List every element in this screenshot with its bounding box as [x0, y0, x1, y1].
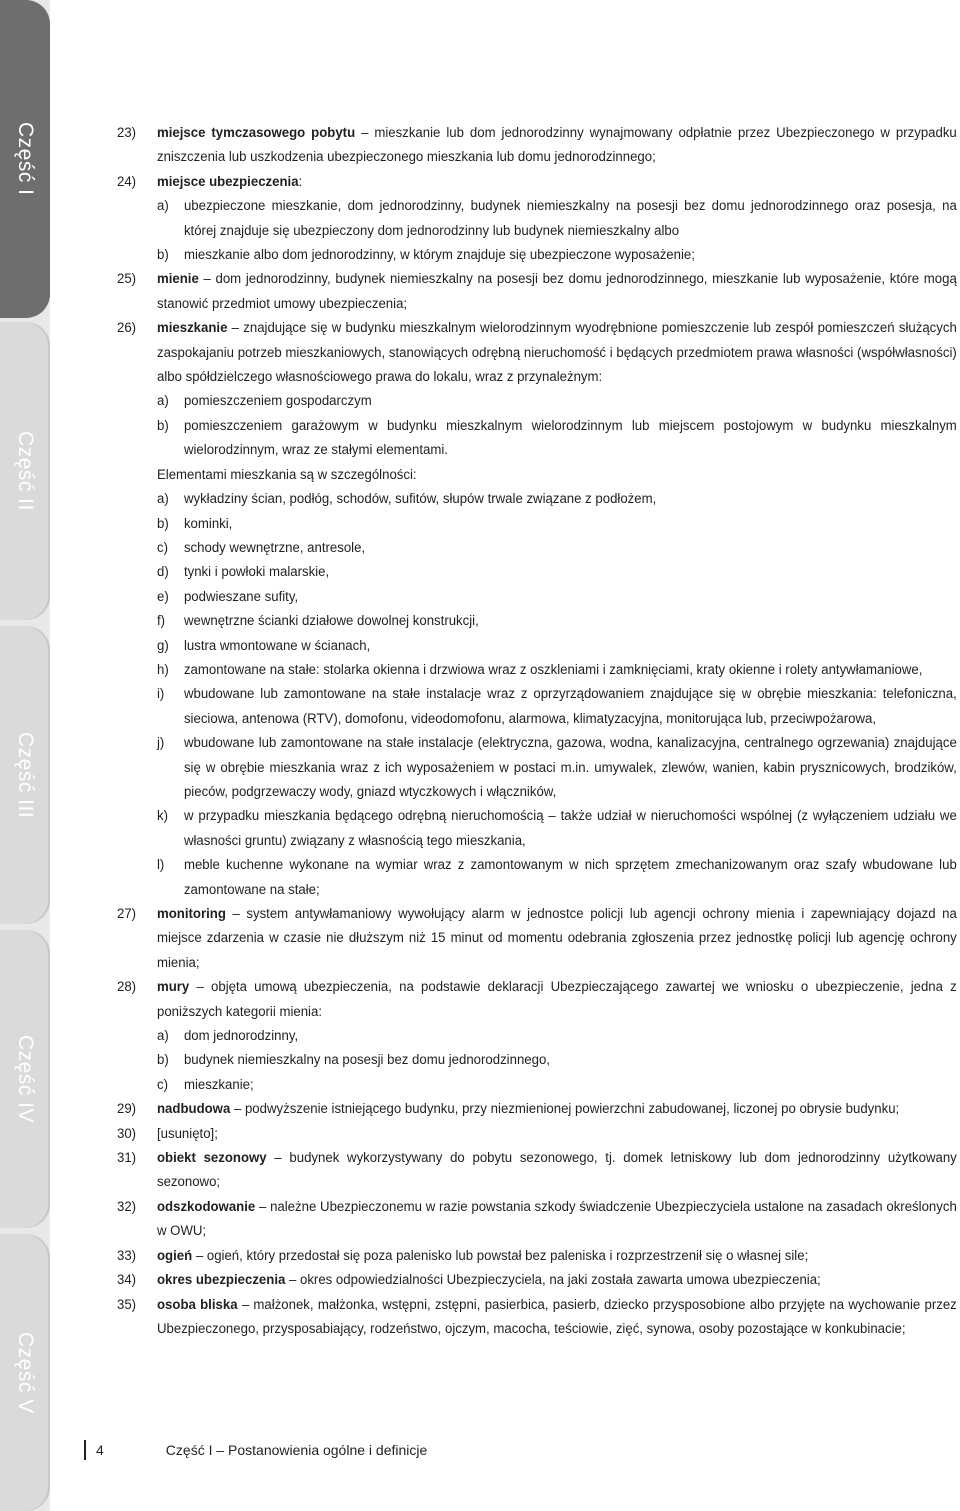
tab-czesc-4[interactable] — [0, 930, 50, 1228]
sub-item — [157, 1048, 957, 1072]
sub-item-text: wewnętrzne ścianki działowe dowolnej konstrukcji, — [183, 613, 479, 630]
definition-text: – okres odpowiedzialności Ubezpieczyciela, na jaki została zawarta umowa ubezpieczenia; — [285, 1272, 821, 1289]
definition-text: – małżonek, małżonka, wstępni, zstępni, pasierbica, pasierb, dziecko przysposobione albo przyjęte na wychowanie przez Ubezpieczonego, przysposabiający, rodzeństwo, ojczym, macocha, teściowie, zięć, synowa, osoby pozostające w konkubinacie; — [156, 1296, 957, 1337]
definition-number: 30) — [117, 1125, 137, 1142]
definition-text: – ogień, który przedostał się poza palenisko lub powstał bez paleniska i rozprzestrzenił się o własnej sile; — [192, 1247, 809, 1264]
definition-text: – system antywłamaniowy wywołujący alarm w jednostce policji lub agencji ochrony mienia i zapewniający dojazd na miejsce zdarzenia w czasie nie dłuższym niż 15 minut od momentu odebrania zgłoszenia przez jednostkę policji lub agencję ochrony mienia; — [156, 906, 957, 971]
definition-text: – budynek wykorzystywany do pobytu sezonowego, tj. domek letniskowy lub dom jednorodzinny użytkowany sezonowo; — [156, 1150, 957, 1191]
sub-item — [157, 634, 957, 658]
definition-item — [117, 1146, 957, 1195]
sub-item-text: budynek niemieszkalny na posesji bez domu jednorodzinnego, — [183, 1052, 550, 1069]
sub-item-letter: c) — [156, 539, 168, 556]
sub-item-letter: b) — [156, 247, 169, 264]
definition-term: okres ubezpieczenia — [156, 1272, 286, 1289]
definition-text: – dom jednorodzinny, budynek niemieszkalny na posesji bez domu jednorodzinnego, mieszkanie lub wyposażenie, które mogą stanowić przedmiot umowy ubezpieczenia; — [156, 271, 957, 312]
sub-item-letter: e) — [156, 588, 169, 605]
definitions-list — [117, 121, 957, 1341]
sub-item — [157, 536, 957, 560]
sub-item — [157, 512, 957, 536]
sub-item — [157, 853, 957, 902]
sub-item-text: w przypadku mieszkania będącego odrębną nieruchomością – także udział w nieruchomości wspólnej (z wyłączeniem udziału we własności gruntu) związany z własnością tego mieszkania, — [183, 808, 957, 849]
definition-term: miejsce ubezpieczenia — [156, 173, 299, 190]
sub-item-text: kominki, — [183, 515, 233, 532]
sub-item-letter: b) — [156, 417, 169, 434]
sub-item-letter: b) — [156, 1052, 169, 1069]
sub-item — [157, 731, 957, 804]
sub-item-text: dom jednorodzinny, — [183, 1028, 299, 1045]
sub-item-letter: k) — [156, 808, 168, 825]
definition-note: Elementami mieszkania są w szczególności: — [156, 466, 417, 483]
tab-label: Część IV — [14, 1034, 37, 1124]
definition-term: monitoring — [156, 906, 226, 922]
sub-item — [157, 585, 957, 609]
sub-item-text: pomieszczeniem gospodarczym — [183, 393, 372, 410]
definition-item — [117, 1293, 957, 1342]
tab-czesc-5[interactable] — [0, 1234, 50, 1511]
sub-item-text: mieszkanie; — [183, 1076, 254, 1093]
definition-number: 23) — [117, 125, 137, 141]
definition-item — [117, 1195, 957, 1244]
definition-text: – objęta umową ubezpieczenia, na podstawie deklaracji Ubezpieczającego zawartej we wniosku o ubezpieczenie, jedna z poniższych kategorii mienia: — [156, 979, 957, 1020]
footer-title: Część I – Postanowienia ogólne i definicje — [165, 1442, 428, 1458]
definition-term: mury — [156, 979, 190, 996]
sub-item — [157, 389, 957, 413]
definition-number: 31) — [117, 1150, 137, 1167]
definition-item — [117, 975, 957, 1097]
sub-item — [157, 1073, 957, 1097]
definition-text: [usunięto]; — [156, 1125, 218, 1142]
definition-term: miejsce tymczasowego pobytu — [156, 125, 356, 141]
definition-item — [117, 1122, 957, 1146]
tab-label: Część V — [14, 1331, 37, 1414]
footer-divider — [84, 1440, 86, 1460]
definition-number: 28) — [117, 979, 137, 996]
sub-item-text: ubezpieczone mieszkanie, dom jednorodzinny, budynek niemieszkalny na posesji bez domu jednorodzinnego oraz posesja, na której znajduje się ubezpieczony dom jednorodzinny lub budynek niemieszkalny albo — [183, 198, 957, 239]
tab-label: Część I — [14, 122, 37, 196]
sub-item-text: wbudowane lub zamontowane na stałe instalacje wraz z oprzyrządowaniem znajdujące się w obrębie mieszkania: telefoniczna, sieciowa, antenowa (RTV), domofonu, videodomofonu, alarmowa, klimatyzacyjna, monitorująca lub, przeciwpożarowa, — [183, 686, 957, 727]
definition-term: nadbudowa — [156, 1101, 231, 1118]
sub-item-text: schody wewnętrzne, antresole, — [183, 539, 366, 556]
definition-text: – należne Ubezpieczonemu w razie powstania szkody świadczenie Ubezpieczyciela ustalone na zasadach określonych w OWU; — [156, 1198, 957, 1240]
definition-item — [117, 1268, 957, 1292]
tab-czesc-1[interactable] — [0, 0, 50, 318]
sub-item-letter: l) — [156, 857, 165, 874]
sub-item — [157, 609, 957, 633]
sub-item — [157, 1024, 957, 1048]
sub-item-letter: g) — [156, 637, 169, 654]
tab-label: Część III — [14, 731, 37, 819]
sub-item-text: wbudowane lub zamontowane na stałe instalacje (elektryczna, gazowa, wodna, kanalizacyjna, centralnego ogrzewania) znajdujące się w obrębie mieszkania wraz z ich wyposażeniem w postaci m.in. umywalek, zlewów, wanien, kabin prysznicowych, brodzików, pieców, podgrzewaczy wody, gniazd wtyczkowych i włączników, — [183, 735, 957, 800]
sub-item-text: zamontowane na stałe: stolarka okienna i drzwiowa wraz z oszkleniami i zamknięciami, kraty okienne i rolety antywłamaniowe, — [183, 661, 923, 678]
definition-term: mieszkanie — [156, 320, 228, 337]
definition-number: 27) — [117, 906, 137, 922]
sub-item-text: meble kuchenne wykonane na wymiar wraz z zamontowanym w nich sprzętem zmechanizowanym oraz szafy wbudowane lub zamontowane na stałe; — [183, 857, 957, 898]
sub-item — [157, 194, 957, 243]
definition-term: odszkodowanie — [156, 1198, 256, 1215]
sub-item-letter: c) — [156, 1076, 168, 1093]
definition-term: obiekt sezonowy — [156, 1150, 267, 1167]
sub-item-letter: a) — [156, 491, 169, 508]
definition-item — [117, 121, 957, 170]
sub-item-letter: a) — [156, 1028, 169, 1045]
definition-term: osoba bliska — [156, 1296, 238, 1313]
definition-term: mienie — [156, 271, 199, 288]
sub-item-text: mieszkanie albo dom jednorodzinny, w którym znajduje się ubezpieczone wyposażenie; — [183, 247, 695, 264]
definition-number: 32) — [117, 1198, 137, 1215]
sub-item-letter: j) — [156, 735, 165, 752]
definition-item — [117, 170, 957, 268]
tab-czesc-3[interactable] — [0, 626, 50, 924]
sub-item-letter: d) — [156, 564, 169, 581]
sub-item — [157, 804, 957, 853]
sub-item — [157, 487, 957, 511]
definition-item — [117, 902, 957, 975]
sub-item-letter: i) — [156, 686, 165, 703]
sub-item-letter: h) — [156, 661, 169, 678]
page-footer — [84, 1440, 427, 1460]
sub-item-text: pomieszczeniem garażowym w budynku mieszkalnym wielorodzinnym lub miejscem postojowym w budynku mieszkalnym wielorodzinnym, wraz ze stałymi elementami. — [183, 417, 957, 459]
definition-item — [117, 1244, 957, 1268]
sub-item — [157, 560, 957, 584]
sub-item-letter: a) — [156, 393, 169, 410]
definition-text: – podwyższenie istniejącego budynku, przy niezmienionej powierzchni zabudowanej, liczonej po obrysie budynku; — [230, 1101, 900, 1118]
sub-item-text: lustra wmontowane w ścianach, — [183, 637, 371, 654]
tab-czesc-2[interactable] — [0, 322, 50, 620]
sub-item-letter: a) — [156, 198, 169, 215]
definition-text: – mieszkanie lub dom jednorodzinny wynajmowany odpłatnie przez Ubezpieczonego w przypadku zniszczenia lub uszkodzenia ubezpieczonego mieszkania lub domu jednorodzinnego; — [156, 125, 957, 166]
definition-number: 35) — [117, 1296, 137, 1313]
sub-item — [157, 658, 957, 682]
tab-label: Część II — [14, 431, 37, 511]
definition-item — [117, 316, 957, 902]
definition-number: 24) — [117, 173, 137, 190]
definition-text: : — [298, 173, 303, 190]
definition-item — [117, 1097, 957, 1121]
sub-item-text: podwieszane sufity, — [183, 588, 299, 605]
sub-item — [157, 414, 957, 463]
definition-number: 25) — [117, 271, 137, 288]
definition-number: 29) — [117, 1101, 137, 1118]
sub-item — [157, 243, 957, 267]
definition-number: 33) — [117, 1247, 137, 1264]
definition-item — [117, 267, 957, 316]
definition-number: 34) — [117, 1272, 137, 1289]
sub-item-letter: f) — [156, 613, 166, 630]
sub-item-text: wykładziny ścian, podłóg, schodów, sufitów, słupów trwale związane z podłożem, — [183, 491, 657, 508]
sub-item-text: tynki i powłoki malarskie, — [183, 564, 330, 581]
definition-number: 26) — [117, 320, 137, 337]
definition-term: ogień — [156, 1247, 193, 1264]
sub-item-letter: b) — [156, 515, 169, 532]
definition-text: – znajdujące się w budynku mieszkalnym wielorodzinnym wyodrębnione pomieszczenie lub zespół pomieszczeń służących zaspokajaniu potrzeb mieszkaniowych, stanowiących odrębną nieruchomość i będących przedmiotem prawa własności (współwłasności) albo spółdzielczego własnościowego prawa do lokalu, wraz z przynależnym: — [156, 320, 957, 386]
sub-item — [157, 682, 957, 731]
page-number: 4 — [96, 1442, 104, 1458]
